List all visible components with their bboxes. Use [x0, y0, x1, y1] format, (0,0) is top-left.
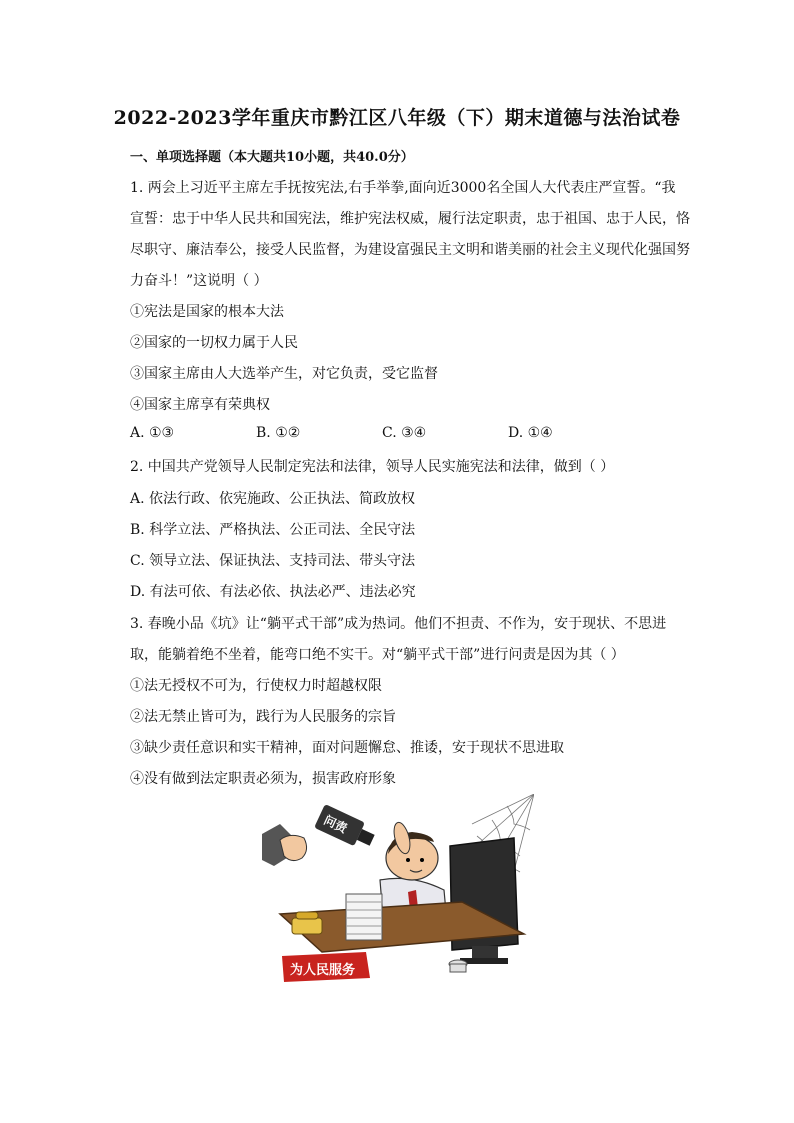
q2-option-a[interactable]: A. 依法行政、依宪施政、公正执法、简政放权: [130, 491, 416, 507]
q3-statement: ③缺少责任意识和实干精神，面对问题懈怠、推诿，安于现状不思进取: [130, 740, 564, 756]
q3-statement: ①法无授权不可为，行使权力时超越权限: [130, 678, 382, 694]
q1-option-d[interactable]: D. ①④: [508, 425, 553, 441]
cup-icon: [449, 960, 467, 972]
q1-statement: ②国家的一切权力属于人民: [130, 335, 298, 351]
q1-stem-line: 宣誓：忠于中华人民共和国宪法，维护宪法权威，履行法定职责，忠于祖国、忠于人民，恪: [130, 211, 690, 227]
q2-option-c[interactable]: C. 领导立法、保证执法、支持司法、带头守法: [130, 553, 416, 569]
q3-statement: ②法无禁止皆可为，践行为人民服务的宗旨: [130, 709, 396, 725]
svg-text:问责: 问责: [321, 812, 350, 836]
section-heading: 一、单项选择题（本大题共10小题，共40.0分）: [130, 150, 414, 165]
page-title: 2022-2023学年重庆市黔江区八年级（下）期末道德与法治试卷: [113, 107, 681, 129]
banner: [282, 952, 370, 982]
svg-text:为人民服务: 为人民服务: [290, 963, 356, 978]
q1-option-c[interactable]: C. ③④: [382, 425, 427, 441]
q1-stem-line: 1. 两会上习近平主席左手抚按宪法,右手举拳,面向近3000名全国人大代表庄严宣誓。“我: [130, 180, 676, 196]
q1-statement: ①宪法是国家的根本大法: [130, 304, 284, 320]
q1-statement: ③国家主席由人大选举产生，对它负责，受它监督: [130, 366, 438, 382]
phone-icon: [292, 912, 322, 934]
q1-stem-line: 力奋斗！”这说明（ ）: [130, 273, 268, 289]
paper-stack: [346, 894, 382, 940]
q1-statement: ④国家主席享有荣典权: [130, 397, 270, 413]
monitor: [450, 838, 518, 964]
q3-statement: ④没有做到法定职责必须为，损害政府形象: [130, 771, 396, 787]
q3-stem-line: 3. 春晚小品《坑》让“躺平式干部”成为热词。他们不担责、不作为，安于现状、不思进: [130, 616, 667, 632]
q1-stem-line: 尽职守、廉洁奉公，接受人民监督，为建设富强民主文明和谐美丽的社会主义现代化强国努: [130, 242, 690, 258]
q3-stem-line: 取，能躺着绝不坐着，能弯口绝不实干。对“躺平式干部”进行问责是因为其（ ）: [130, 647, 625, 663]
q2-option-b[interactable]: B. 科学立法、严格执法、公正司法、全民守法: [130, 522, 416, 538]
q2-option-d[interactable]: D. 有法可依、有法必依、执法必严、违法必究: [130, 584, 416, 600]
q1-option-a[interactable]: A. ①③: [130, 425, 175, 441]
cartoon-illustration: [262, 794, 534, 990]
q1-option-b[interactable]: B. ①②: [256, 425, 301, 441]
q2-stem: 2. 中国共产党领导人民制定宪法和法律，领导人民实施宪法和法律，做到（ ）: [130, 459, 615, 475]
